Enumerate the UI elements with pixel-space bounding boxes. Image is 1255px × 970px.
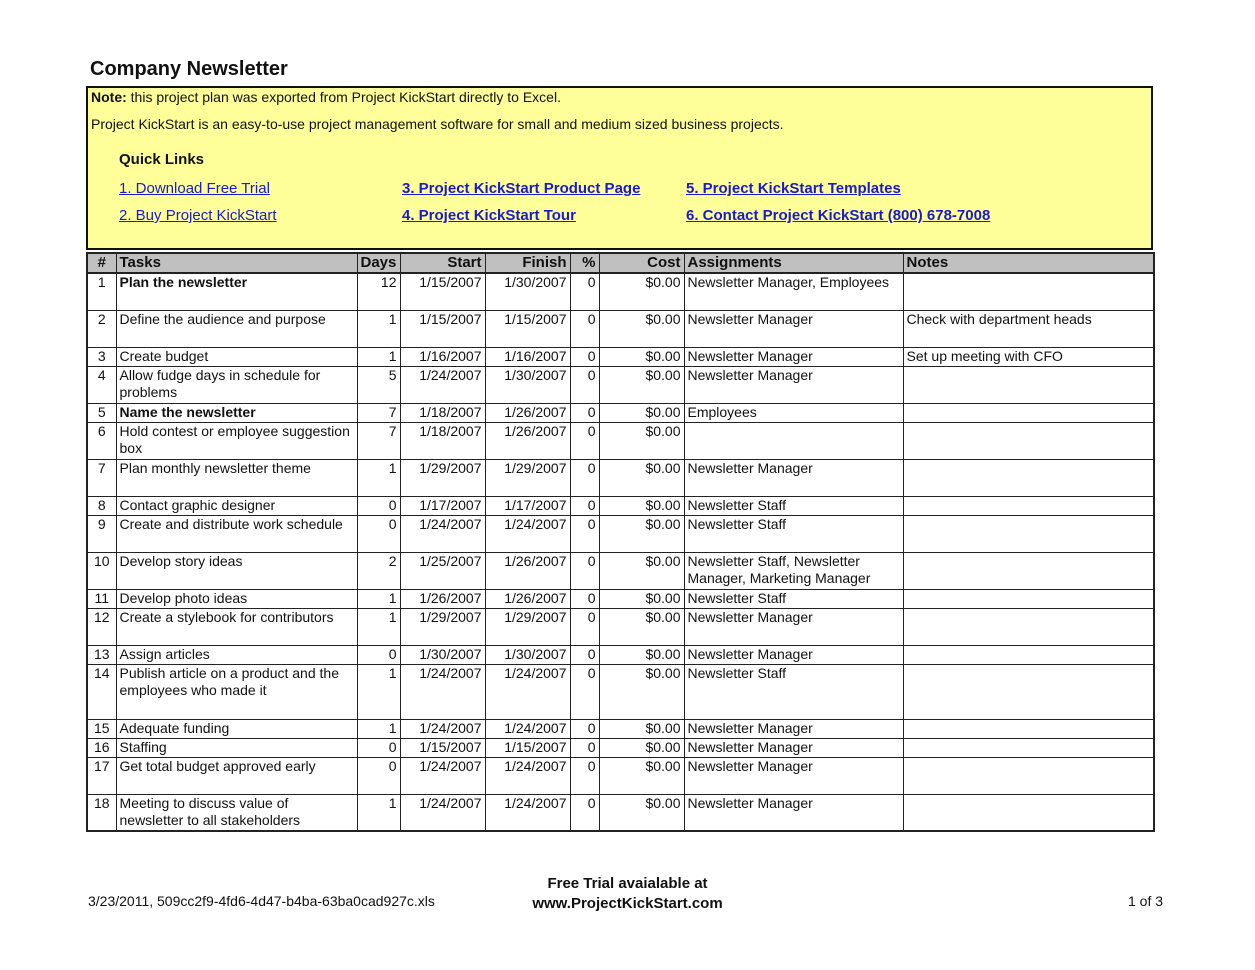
cell-finish: 1/26/2007: [485, 552, 570, 589]
cell-notes: [903, 608, 1154, 645]
cell-task: Contact graphic designer: [116, 496, 357, 515]
cell-notes: [903, 738, 1154, 757]
col-num: #: [87, 253, 116, 273]
cell-cost: $0.00: [599, 310, 684, 347]
cell-cost: $0.00: [599, 366, 684, 403]
cell-assign: Newsletter Staff, Newsletter Manager, Marketing Manager: [684, 552, 903, 589]
cell-task: Develop story ideas: [116, 552, 357, 589]
table-row: [87, 459, 1154, 496]
cell-assign: Newsletter Manager: [684, 719, 903, 738]
cell-notes: [903, 273, 1154, 310]
table-row: [87, 608, 1154, 645]
col-assignments: Assignments: [684, 253, 903, 273]
cell-num: 10: [87, 552, 116, 589]
cell-cost: $0.00: [599, 645, 684, 664]
cell-start: 1/29/2007: [400, 459, 485, 496]
cell-finish: 1/26/2007: [485, 589, 570, 608]
cell-start: 1/24/2007: [400, 366, 485, 403]
buy-kickstart-link[interactable]: 2. Buy Project KickStart: [119, 207, 277, 224]
cell-finish: 1/16/2007: [485, 347, 570, 366]
cell-pct: 0: [570, 496, 599, 515]
cell-num: 2: [87, 310, 116, 347]
cell-assign: Newsletter Manager, Employees: [684, 273, 903, 310]
cell-finish: 1/30/2007: [485, 273, 570, 310]
table-header-row: [87, 253, 1154, 273]
cell-task: Staffing: [116, 738, 357, 757]
col-finish: Finish: [485, 253, 570, 273]
cell-pct: 0: [570, 347, 599, 366]
cell-start: 1/16/2007: [400, 347, 485, 366]
cell-finish: 1/24/2007: [485, 719, 570, 738]
cell-num: 13: [87, 645, 116, 664]
cell-finish: 1/30/2007: [485, 366, 570, 403]
note-line: [91, 89, 561, 105]
cell-start: 1/18/2007: [400, 422, 485, 459]
cell-notes: Check with department heads: [903, 310, 1154, 347]
footer-trial-line2: www.ProjectKickStart.com: [532, 895, 723, 912]
cell-start: 1/24/2007: [400, 515, 485, 552]
cell-finish: 1/30/2007: [485, 645, 570, 664]
cell-num: 18: [87, 794, 116, 831]
kickstart-tour-link[interactable]: 4. Project KickStart Tour: [402, 207, 576, 224]
cell-assign: [684, 422, 903, 459]
cell-cost: $0.00: [599, 589, 684, 608]
cell-days: 0: [357, 496, 400, 515]
cell-finish: 1/24/2007: [485, 757, 570, 794]
cell-pct: 0: [570, 310, 599, 347]
cell-days: 1: [357, 719, 400, 738]
cell-days: 0: [357, 757, 400, 794]
cell-num: 6: [87, 422, 116, 459]
col-pct: %: [570, 253, 599, 273]
cell-days: 1: [357, 608, 400, 645]
cell-pct: 0: [570, 664, 599, 719]
table-row: [87, 738, 1154, 757]
cell-assign: Newsletter Staff: [684, 664, 903, 719]
cell-num: 11: [87, 589, 116, 608]
quick-links-title: Quick Links: [119, 151, 205, 168]
cell-num: 16: [87, 738, 116, 757]
cell-notes: Set up meeting with CFO: [903, 347, 1154, 366]
cell-notes: [903, 366, 1154, 403]
footer-trial-note: [500, 874, 755, 914]
cell-assign: Employees: [684, 403, 903, 422]
templates-link[interactable]: 5. Project KickStart Templates: [686, 180, 901, 197]
cell-start: 1/15/2007: [400, 273, 485, 310]
cell-notes: [903, 719, 1154, 738]
cell-num: 12: [87, 608, 116, 645]
cell-days: 0: [357, 515, 400, 552]
cell-cost: $0.00: [599, 347, 684, 366]
cell-task: Get total budget approved early: [116, 757, 357, 794]
note-description: Project KickStart is an easy-to-use project management software for small and medium sized business projects.: [91, 116, 784, 132]
note-label: Note:: [91, 89, 127, 105]
table-row: [87, 589, 1154, 608]
cell-days: 2: [357, 552, 400, 589]
cell-notes: [903, 496, 1154, 515]
cell-notes: [903, 645, 1154, 664]
cell-num: 5: [87, 403, 116, 422]
cell-days: 0: [357, 645, 400, 664]
cell-start: 1/24/2007: [400, 794, 485, 831]
cell-assign: Newsletter Staff: [684, 496, 903, 515]
cell-task: Hold contest or employee suggestion box: [116, 422, 357, 459]
cell-task: Meeting to discuss value of newsletter to all stakeholders: [116, 794, 357, 831]
footer-page-number: 1 of 3: [1128, 893, 1164, 909]
cell-assign: Newsletter Manager: [684, 608, 903, 645]
table-row: [87, 403, 1154, 422]
cell-days: 12: [357, 273, 400, 310]
cell-pct: 0: [570, 552, 599, 589]
cell-cost: $0.00: [599, 794, 684, 831]
cell-assign: Newsletter Manager: [684, 738, 903, 757]
cell-pct: 0: [570, 273, 599, 310]
cell-pct: 0: [570, 403, 599, 422]
cell-task: Develop photo ideas: [116, 589, 357, 608]
product-page-link[interactable]: 3. Project KickStart Product Page: [402, 180, 641, 197]
cell-days: 7: [357, 422, 400, 459]
cell-days: 1: [357, 794, 400, 831]
cell-start: 1/30/2007: [400, 645, 485, 664]
cell-finish: 1/29/2007: [485, 608, 570, 645]
cell-days: 5: [357, 366, 400, 403]
cell-task: Allow fudge days in schedule for problems: [116, 366, 357, 403]
cell-assign: Newsletter Manager: [684, 347, 903, 366]
cell-num: 4: [87, 366, 116, 403]
table-row: [87, 366, 1154, 403]
table-row: [87, 273, 1154, 310]
table-row: [87, 310, 1154, 347]
cell-finish: 1/15/2007: [485, 738, 570, 757]
cell-assign: Newsletter Staff: [684, 515, 903, 552]
cell-start: 1/24/2007: [400, 719, 485, 738]
cell-finish: 1/15/2007: [485, 310, 570, 347]
cell-notes: [903, 459, 1154, 496]
cell-notes: [903, 422, 1154, 459]
table-row: [87, 422, 1154, 459]
cell-cost: $0.00: [599, 273, 684, 310]
cell-task: Name the newsletter: [116, 403, 357, 422]
col-start: Start: [400, 253, 485, 273]
cell-days: 1: [357, 589, 400, 608]
cell-start: 1/15/2007: [400, 738, 485, 757]
note-box: [86, 86, 1153, 250]
cell-notes: [903, 403, 1154, 422]
cell-cost: $0.00: [599, 719, 684, 738]
cell-pct: 0: [570, 589, 599, 608]
table-row: [87, 719, 1154, 738]
cell-notes: [903, 794, 1154, 831]
cell-pct: 0: [570, 422, 599, 459]
table-row: [87, 515, 1154, 552]
cell-start: 1/18/2007: [400, 403, 485, 422]
cell-task: Plan the newsletter: [116, 273, 357, 310]
col-days: Days: [357, 253, 400, 273]
cell-num: 17: [87, 757, 116, 794]
cell-finish: 1/26/2007: [485, 422, 570, 459]
cell-assign: Newsletter Staff: [684, 589, 903, 608]
cell-days: 1: [357, 459, 400, 496]
cell-pct: 0: [570, 366, 599, 403]
cell-finish: 1/24/2007: [485, 794, 570, 831]
task-table: [86, 252, 1155, 832]
page-title: Company Newsletter: [90, 58, 288, 80]
table-row: [87, 347, 1154, 366]
cell-cost: $0.00: [599, 459, 684, 496]
table-row: [87, 552, 1154, 589]
cell-days: 0: [357, 738, 400, 757]
cell-start: 1/17/2007: [400, 496, 485, 515]
cell-num: 14: [87, 664, 116, 719]
cell-notes: [903, 757, 1154, 794]
cell-pct: 0: [570, 459, 599, 496]
cell-days: 1: [357, 347, 400, 366]
cell-finish: 1/24/2007: [485, 664, 570, 719]
cell-pct: 0: [570, 515, 599, 552]
cell-num: 9: [87, 515, 116, 552]
cell-num: 8: [87, 496, 116, 515]
cell-cost: $0.00: [599, 496, 684, 515]
table-row: [87, 794, 1154, 831]
cell-cost: $0.00: [599, 422, 684, 459]
cell-cost: $0.00: [599, 403, 684, 422]
cell-pct: 0: [570, 645, 599, 664]
cell-cost: $0.00: [599, 757, 684, 794]
cell-assign: Newsletter Manager: [684, 794, 903, 831]
cell-assign: Newsletter Manager: [684, 645, 903, 664]
cell-days: 1: [357, 664, 400, 719]
cell-task: Create budget: [116, 347, 357, 366]
table-row: [87, 496, 1154, 515]
cell-start: 1/29/2007: [400, 608, 485, 645]
cell-days: 1: [357, 310, 400, 347]
cell-finish: 1/17/2007: [485, 496, 570, 515]
cell-notes: [903, 664, 1154, 719]
cell-finish: 1/29/2007: [485, 459, 570, 496]
cell-num: 7: [87, 459, 116, 496]
cell-pct: 0: [570, 719, 599, 738]
cell-num: 15: [87, 719, 116, 738]
cell-cost: $0.00: [599, 738, 684, 757]
cell-task: Create and distribute work schedule: [116, 515, 357, 552]
download-free-trial-link[interactable]: 1. Download Free Trial: [119, 180, 270, 197]
cell-finish: 1/24/2007: [485, 515, 570, 552]
col-tasks: Tasks: [116, 253, 357, 273]
table-row: [87, 645, 1154, 664]
cell-notes: [903, 589, 1154, 608]
col-notes: Notes: [903, 253, 1154, 273]
cell-assign: Newsletter Manager: [684, 757, 903, 794]
cell-pct: 0: [570, 794, 599, 831]
footer-trial-line1: Free Trial avaialable at: [547, 875, 708, 892]
cell-start: 1/15/2007: [400, 310, 485, 347]
cell-notes: [903, 552, 1154, 589]
table-row: [87, 664, 1154, 719]
cell-start: 1/26/2007: [400, 589, 485, 608]
cell-assign: Newsletter Manager: [684, 366, 903, 403]
cell-start: 1/24/2007: [400, 664, 485, 719]
cell-cost: $0.00: [599, 664, 684, 719]
cell-cost: $0.00: [599, 515, 684, 552]
cell-num: 3: [87, 347, 116, 366]
cell-task: Create a stylebook for contributors: [116, 608, 357, 645]
cell-task: Plan monthly newsletter theme: [116, 459, 357, 496]
cell-task: Adequate funding: [116, 719, 357, 738]
footer-file-info: 3/23/2011, 509cc2f9-4fd6-4d47-b4ba-63ba0cad927c.xls: [88, 893, 435, 909]
cell-pct: 0: [570, 608, 599, 645]
col-cost: Cost: [599, 253, 684, 273]
cell-pct: 0: [570, 738, 599, 757]
contact-link[interactable]: 6. Contact Project KickStart (800) 678-7008: [686, 207, 991, 224]
cell-num: 1: [87, 273, 116, 310]
cell-task: Define the audience and purpose: [116, 310, 357, 347]
table-row: [87, 757, 1154, 794]
cell-start: 1/24/2007: [400, 757, 485, 794]
cell-task: Assign articles: [116, 645, 357, 664]
cell-assign: Newsletter Manager: [684, 310, 903, 347]
cell-start: 1/25/2007: [400, 552, 485, 589]
cell-cost: $0.00: [599, 552, 684, 589]
cell-task: Publish article on a product and the employees who made it: [116, 664, 357, 719]
note-text: this project plan was exported from Project KickStart directly to Excel.: [126, 89, 561, 105]
cell-finish: 1/26/2007: [485, 403, 570, 422]
cell-notes: [903, 515, 1154, 552]
cell-assign: Newsletter Manager: [684, 459, 903, 496]
cell-pct: 0: [570, 757, 599, 794]
cell-days: 7: [357, 403, 400, 422]
cell-cost: $0.00: [599, 608, 684, 645]
